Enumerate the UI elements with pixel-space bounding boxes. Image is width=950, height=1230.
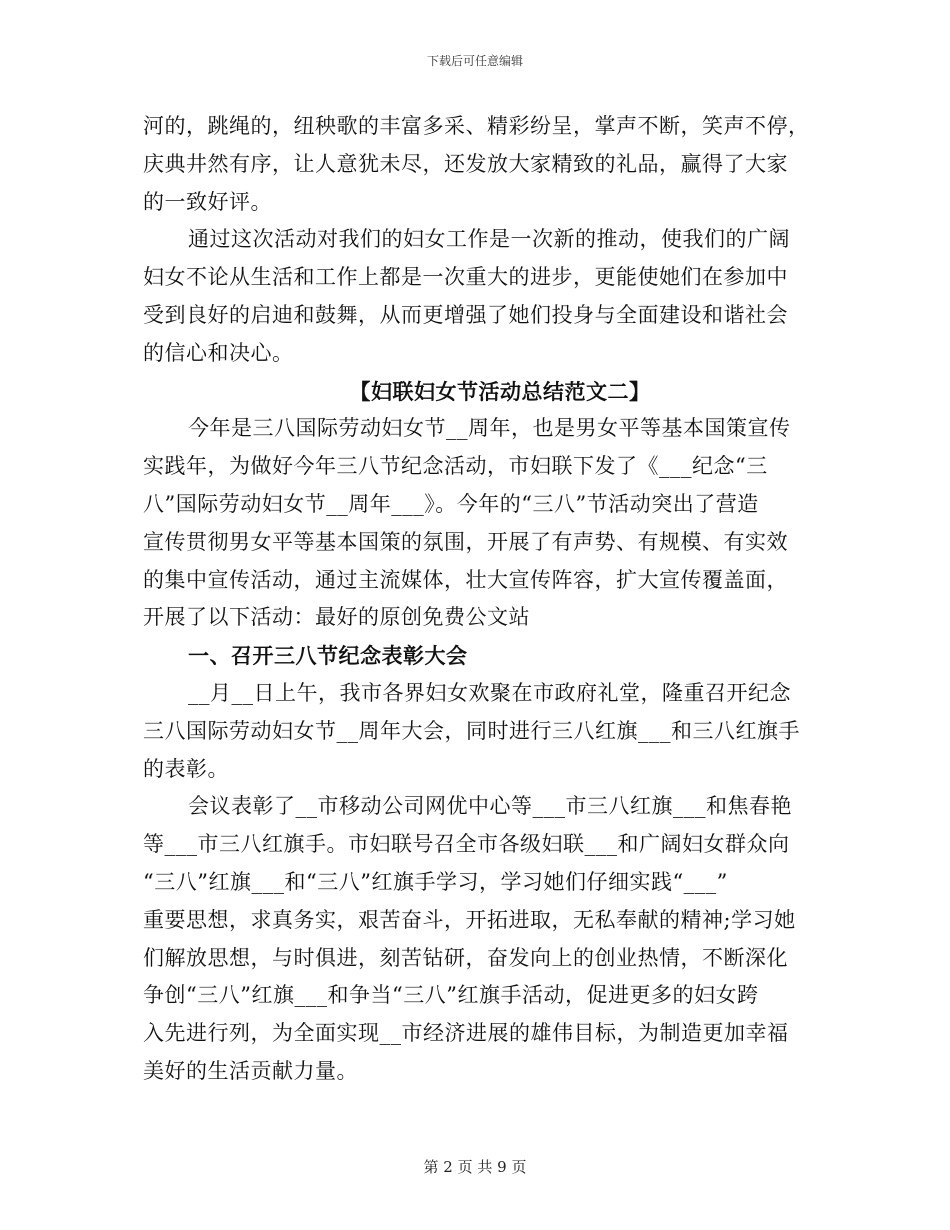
paragraph-line: 的一致好评。 (143, 189, 272, 214)
paragraph-line: 庆典井然有序，让人意犹未尽，还发放大家精致的礼品，赢得了大家 (143, 151, 788, 176)
paragraph-line: 开展了以下活动：最好的原创免费公文站 (143, 605, 530, 630)
page-number-footer: 第 2 页 共 9 页 (423, 1158, 527, 1176)
paragraph-line: 的表彰。 (143, 756, 229, 781)
paragraph-line: 通过这次活动对我们的妇女工作是一次新的推动，使我们的广阔 (188, 227, 790, 252)
page-header: 下载后可任意编辑 (426, 54, 523, 68)
paragraph-line: 入先进行列，为全面实现__市经济进展的雄伟目标，为制造更加幸福 (143, 1021, 789, 1046)
paragraph-line: 妇女不论从生活和工作上都是一次重大的进步，更能使她们在参加中 (143, 265, 788, 290)
paragraph-line: 实践年，为做好今年三八节纪念活动，市妇联下发了《___纪念“三 (143, 454, 768, 479)
paragraph-line: 宣传贯彻男女平等基本国策的氛围，开展了有声势、有规模、有实效 (143, 529, 788, 554)
paragraph-line: 三八国际劳动妇女节__周年大会，同时进行三八红旗___和三八红旗手 (143, 718, 800, 743)
paragraph-line: 们解放思想，与时俱进，刻苦钻研，奋发向上的创业热情，不断深化 (143, 945, 788, 970)
paragraph-line: __月__日上午，我市各界妇女欢聚在市政府礼堂，隆重召开纪念 (188, 680, 791, 705)
document-body (143, 108, 810, 1091)
paragraph-line: 的集中宣传活动，通过主流媒体，壮大宣传阵容，扩大宣传覆盖面， (143, 567, 788, 592)
paragraph-line: 等___市三八红旗手。市妇联号召全市各级妇联___和广阔妇女群众向 (143, 832, 790, 857)
subsection-heading: 一、召开三八节纪念表彰大会 (188, 643, 468, 669)
paragraph-line: 争创“三八”红旗___和争当“三八”红旗手活动，促进更多的妇女跨 (143, 983, 759, 1008)
paragraph-line: 受到良好的启迪和鼓舞，从而更增强了她们投身与全面建设和谐社会 (143, 302, 788, 327)
paragraph-line: 美好的生活贡献力量。 (143, 1058, 358, 1083)
paragraph-line: 会议表彰了__市移动公司网优中心等___市三八红旗___和焦春艳 (188, 794, 792, 819)
paragraph-line: 河的，跳绳的，纽秧歌的丰富多采、精彩纷呈，掌声不断，笑声不停， (143, 114, 810, 138)
section-title: 【妇联妇女节活动总结范文二】 (349, 378, 651, 404)
paragraph-line: 重要思想，求真务实，艰苦奋斗，开拓进取，无私奉献的精神;学习她 (143, 907, 796, 932)
paragraph-line: 八”国际劳动妇女节__周年___》。今年的“三八”节活动突出了营造 (143, 491, 759, 516)
paragraph-line: “三八”红旗___和“三八”红旗手学习，学习她们仔细实践“___” (143, 869, 728, 894)
paragraph-line: 今年是三八国际劳动妇女节__周年，也是男女平等基本国策宣传 (188, 416, 791, 441)
paragraph-line: 的信心和决心。 (143, 340, 294, 365)
